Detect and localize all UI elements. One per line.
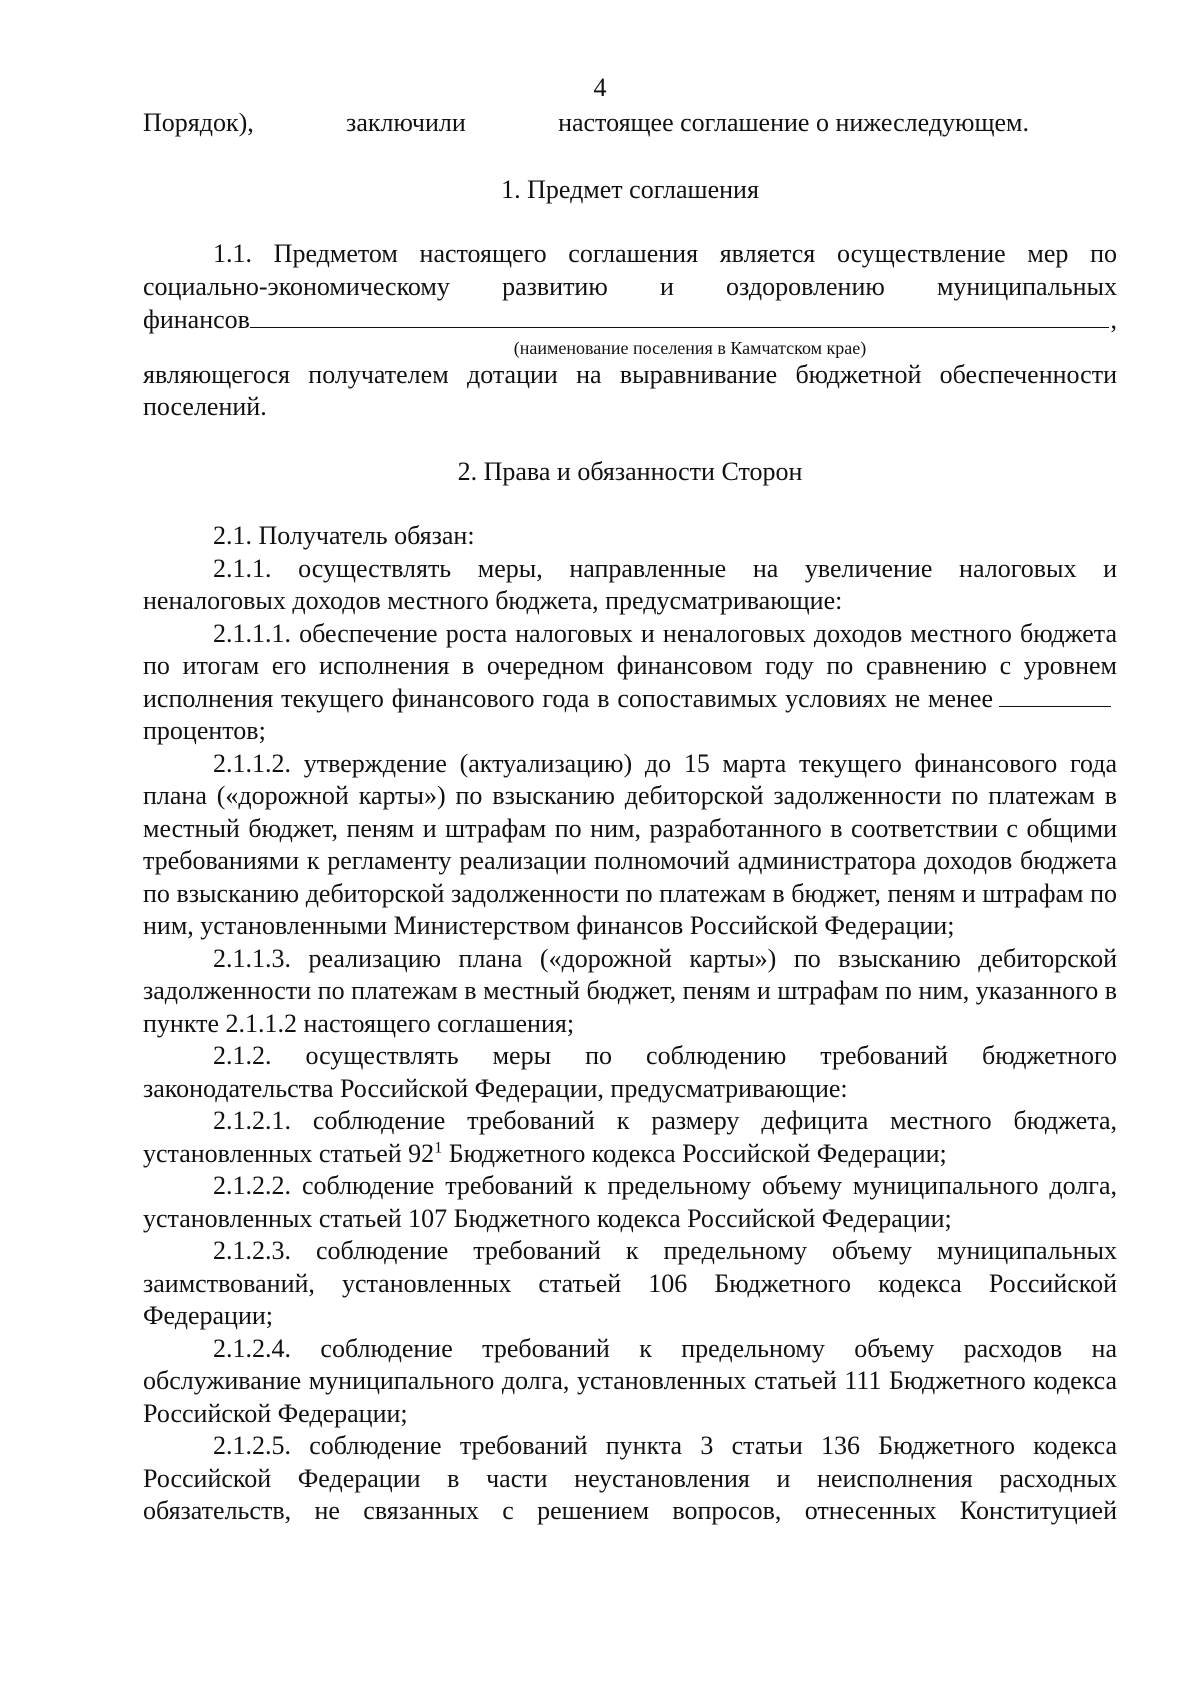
paragraph-2-1-1-2: 2.1.1.2. утверждение (актуализацию) до 15 марта текущего финансового года плана («дорожной карты») по взысканию дебиторской задолженности по платежам в местный бюджет, пеням и штрафам по ним, разработанного в соответствии с общими требованиями к регламенту реализации полномочий администратора доходов бюджета по взысканию дебиторской задолженности по платежам в бюджет, пеням и штрафам по ним, установленными Министерством финансов Российской Федерации; bbox=[143, 748, 1117, 940]
paragraph-1-1: 1.1. Предметом настоящего соглашения является осуществление мер по социально-экономическому развитию и оздоровлению муниципальных bbox=[143, 239, 1117, 301]
section-2-heading: 2. Права и обязанности Сторон bbox=[457, 456, 803, 486]
paragraph-2-1-2-4: 2.1.2.4. соблюдение требований к предельному объему расходов на обслуживание муниципального долга, установленных статьей 111 Бюджетного кодекса Российской Федерации; bbox=[143, 1333, 1117, 1428]
paragraph-2-1-1-1 bbox=[143, 618, 1117, 748]
page-number: 4 bbox=[593, 73, 607, 102]
paragraph-2-1-2-1-text: 2.1.2.1. соблюдение требований к размеру дефицита местного бюджета, установленных статьей 92 bbox=[143, 1106, 1117, 1168]
paragraph-2-1-1-1-text: 2.1.1.1. обеспечение роста налоговых и неналоговых доходов местного бюджета по итогам его исполнения в очередном финансовом году по сравнению с уровнем исполнения текущего финансового года в сопоставимых условиях не менее bbox=[143, 618, 1117, 713]
paragraph-2-1-2-1-end: Бюджетного кодекса Российской Федерации; bbox=[442, 1138, 947, 1168]
intro-line bbox=[143, 107, 1117, 140]
paragraph-1-1-continued: являющегося получателем дотации на выравнивание бюджетной обеспеченности поселений. bbox=[143, 359, 1117, 421]
paragraph-2-1-2-1 bbox=[143, 1105, 1117, 1170]
finances-fill-row bbox=[143, 303, 1117, 337]
settlement-name-caption: (наименование поселения в Камчатском крае) bbox=[513, 337, 867, 358]
settlement-name-blank bbox=[250, 303, 1109, 328]
intro-word-1: Порядок), bbox=[143, 108, 254, 137]
paragraph-2-1-2-5: 2.1.2.5. соблюдение требований пункта 3 статьи 136 Бюджетного кодекса Российской Федерации в части неустановления и неисполнения расходных обязательств, не связанных с решением вопросов, отнесенных Конституцией bbox=[143, 1431, 1117, 1525]
intro-word-3: настоящее соглашение о нижеследующем. bbox=[558, 108, 1029, 137]
document-body bbox=[143, 107, 1117, 1528]
fill-end: , bbox=[1110, 305, 1117, 334]
article-superscript: 1 bbox=[434, 1138, 443, 1156]
paragraph-2-1: 2.1. Получатель обязан: bbox=[213, 521, 475, 550]
paragraph-2-1-2: 2.1.2. осуществлять меры по соблюдению требований бюджетного законодательства Российской Федерации, предусматривающие: bbox=[143, 1041, 1117, 1103]
percent-blank bbox=[999, 684, 1111, 707]
section-1-heading: 1. Предмет соглашения bbox=[501, 174, 759, 204]
paragraph-2-1-1-3: 2.1.1.3. реализацию плана («дорожной карты») по взысканию дебиторской задолженности по платежам в местный бюджет, пеням и штрафам по ним, указанного в пункте 2.1.1.2 настоящего соглашения; bbox=[143, 943, 1117, 1038]
fill-label: финансов bbox=[143, 305, 250, 334]
paragraph-2-1-1-1-end: процентов; bbox=[143, 716, 266, 745]
intro-word-2: заключили bbox=[346, 108, 466, 137]
paragraph-2-1-1: 2.1.1. осуществлять меры, направленные на увеличение налоговых и неналоговых доходов местного бюджета, предусматривающие: bbox=[143, 553, 1117, 615]
paragraph-2-1-2-2: 2.1.2.2. соблюдение требований к предельному объему муниципального долга, установленных статьей 107 Бюджетного кодекса Российской Федерации; bbox=[143, 1171, 1117, 1233]
paragraph-2-1-2-3: 2.1.2.3. соблюдение требований к предельному объему муниципальных заимствований, установленных статьей 106 Бюджетного кодекса Российской Федерации; bbox=[143, 1236, 1117, 1330]
